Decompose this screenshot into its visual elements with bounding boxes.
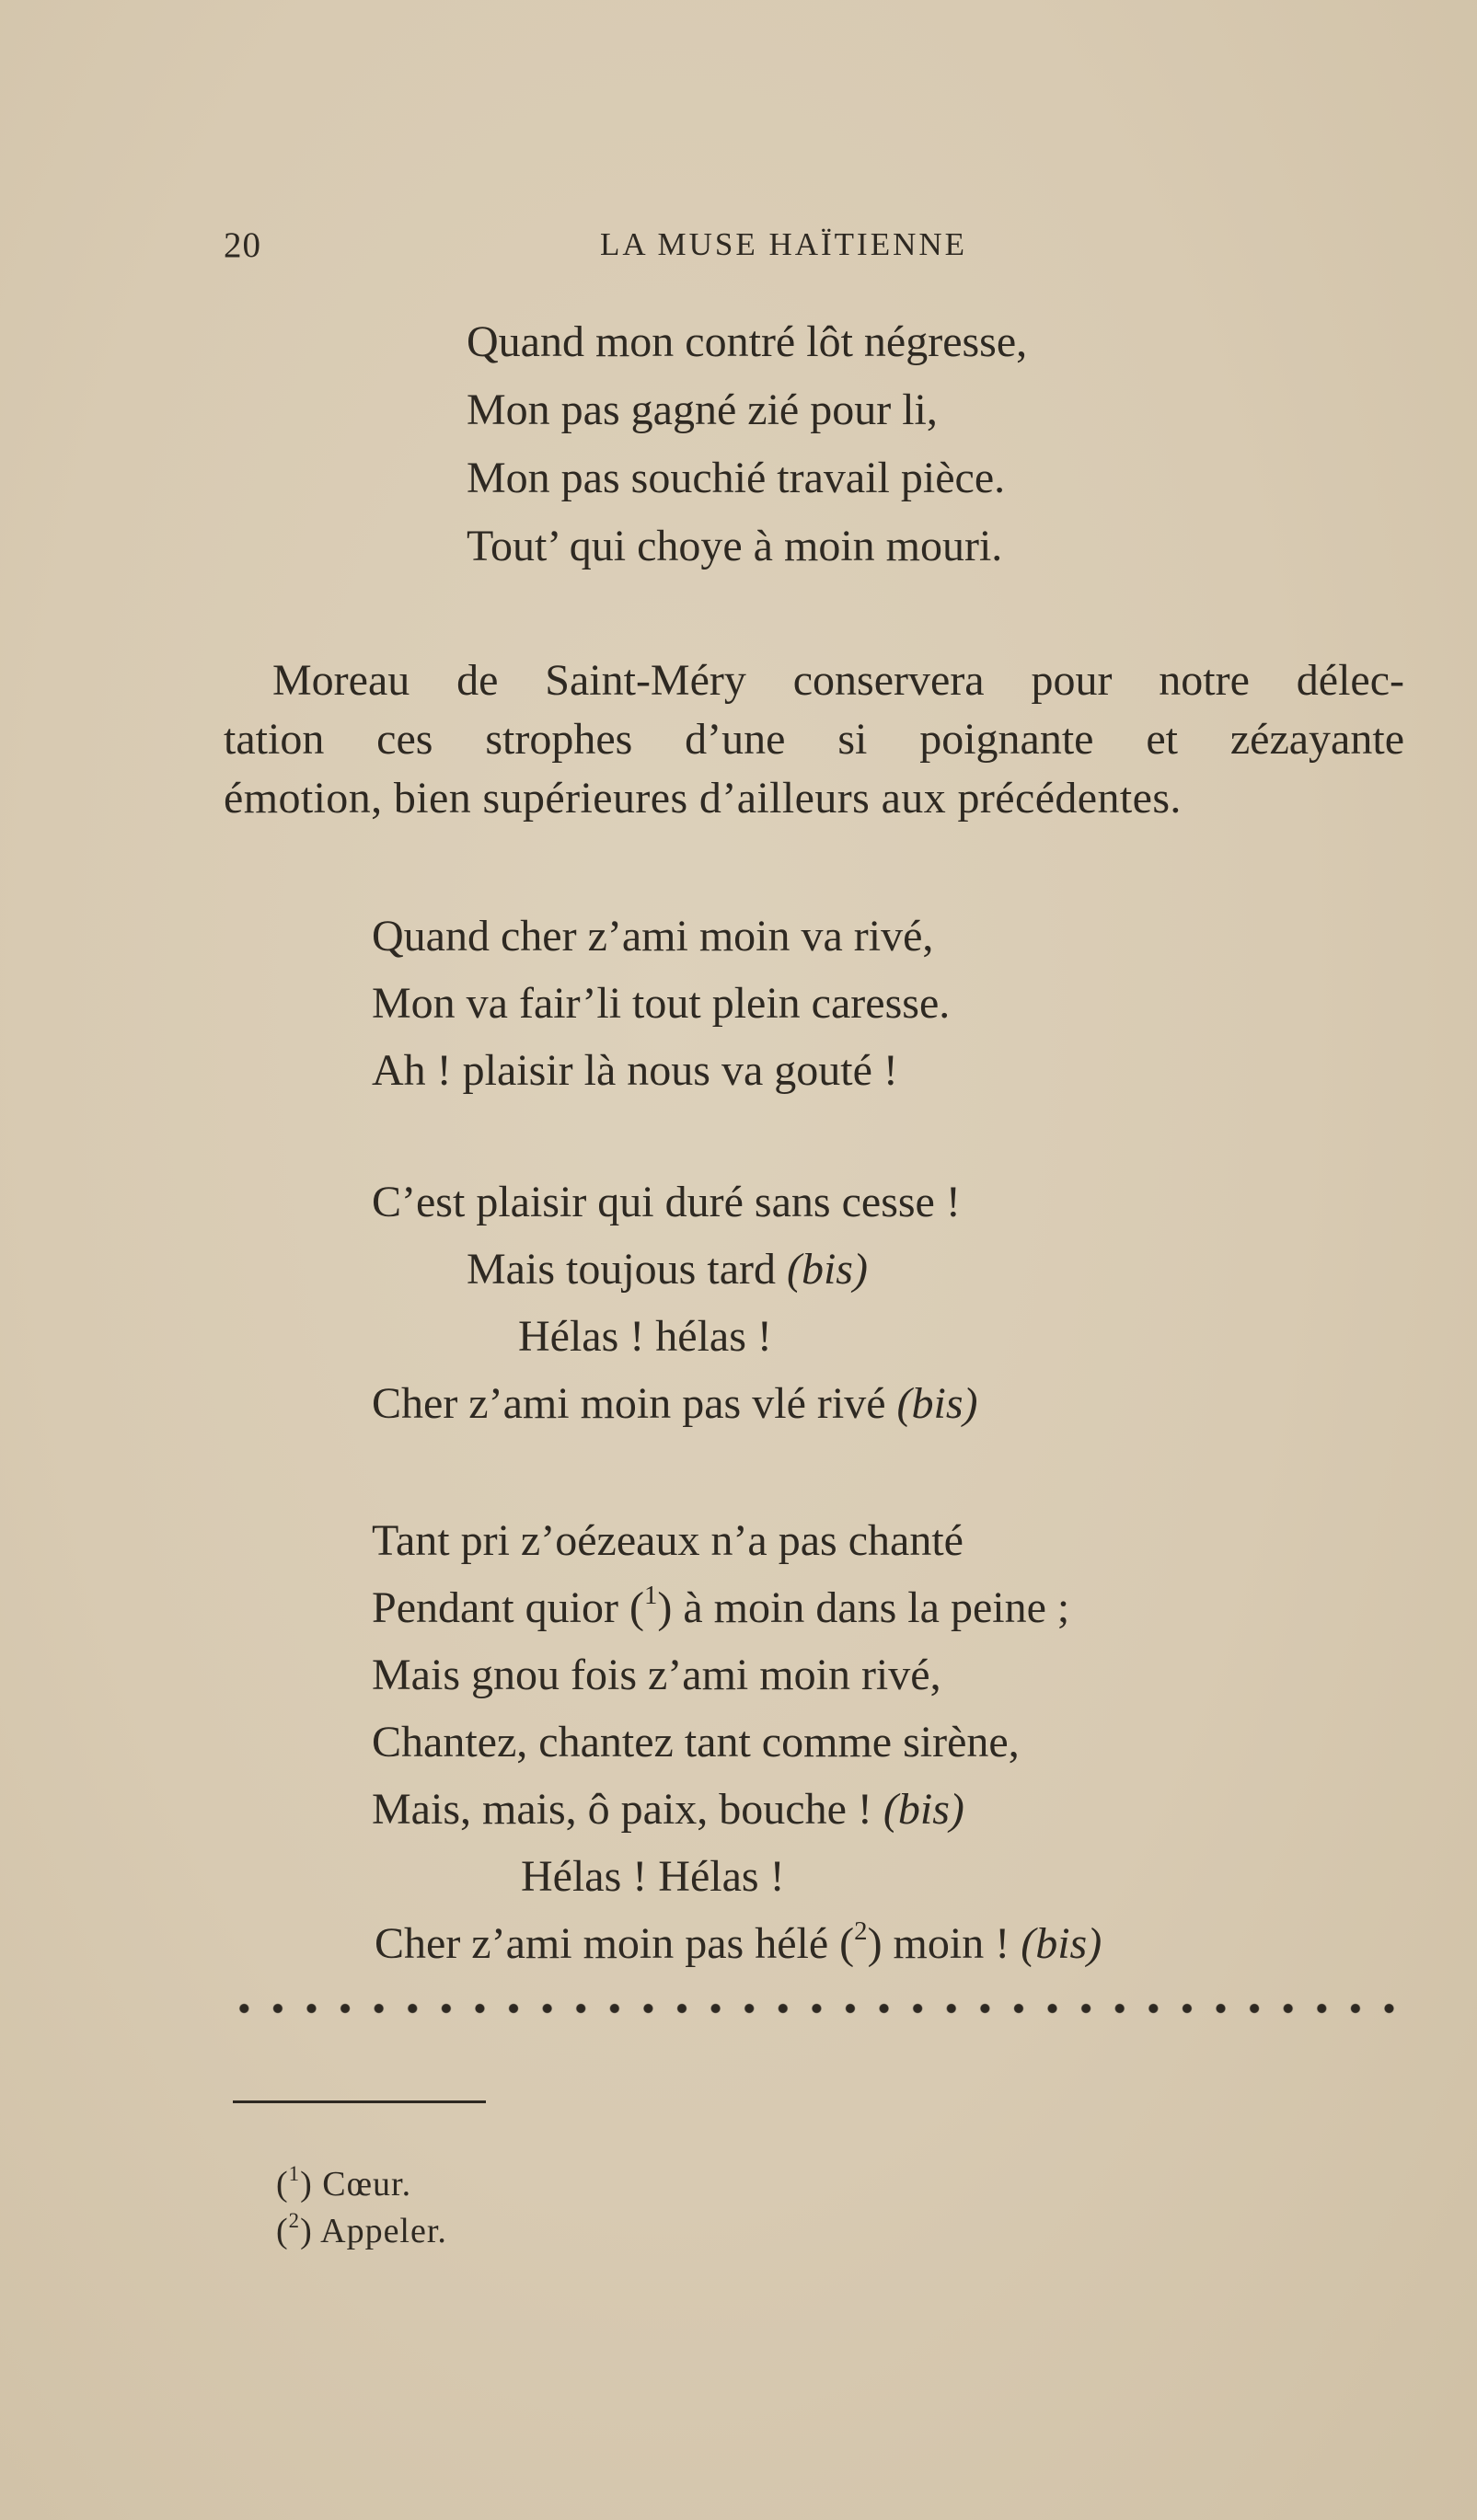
verse-line: Mon va fair’li tout plein caresse. — [372, 979, 951, 1028]
verse-line: Quand cher z’ami moin va rivé, — [372, 912, 934, 961]
verse-text: moin ! — [893, 1919, 1010, 1968]
note-ref: ($^2$) — [839, 1916, 883, 1968]
verse-line: Chantez, chantez tant comme sirène, — [372, 1718, 1020, 1766]
note-ref: ($^1$) — [629, 1580, 673, 1632]
verse-line — [372, 1776, 964, 1844]
prose-line: émotion, bien supérieures d’ailleurs aux précédentes. — [224, 774, 1182, 823]
verse-line — [467, 1236, 868, 1304]
verse-text: Cher z’ami moin pas vlé rivé — [372, 1379, 886, 1428]
footnote-marker: ($^2$) — [276, 2209, 313, 2250]
verse-line: C’est plaisir qui duré sans cesse ! — [372, 1178, 961, 1226]
verse-line — [372, 1370, 977, 1438]
verse-text: Cher z’ami moin pas hélé — [375, 1919, 829, 1968]
running-title: LA MUSE HAÏTIENNE — [600, 226, 968, 262]
verse-text: Mais toujous tard — [467, 1245, 776, 1294]
verse-line: Hélas ! Hélas ! — [521, 1852, 785, 1901]
footnote — [276, 2211, 447, 2251]
verse-line: Tant pri z’oézeaux n’a pas chanté — [372, 1516, 964, 1565]
verse-line: Ah ! plaisir là nous va gouté ! — [372, 1046, 898, 1095]
footnote — [276, 2164, 411, 2204]
verse-line: Quand mon contré lôt négresse, — [467, 317, 1028, 366]
dotted-rule — [227, 1999, 1408, 2018]
bis-mark: (bis) — [786, 1245, 868, 1294]
verse-text: à moin dans la peine ; — [683, 1583, 1070, 1632]
footnote-text: Cœur. — [322, 2165, 412, 2204]
verse-line: Mon pas gagné zié pour li, — [467, 385, 938, 434]
verse-line — [375, 1910, 1102, 1978]
verse-text: Mais, mais, ô paix, bouche ! — [372, 1785, 872, 1834]
bis-mark: (bis) — [883, 1785, 964, 1834]
footnote-text: Appeler. — [320, 2212, 447, 2250]
prose-line: Moreau de Saint-Méry conservera pour notre délec- — [272, 656, 1404, 705]
footnote-marker: ($^1$) — [276, 2162, 313, 2204]
verse-line: Mais gnou fois z’ami moin rivé, — [372, 1651, 941, 1699]
bis-mark: (bis) — [896, 1379, 978, 1428]
verse-line — [372, 1574, 1069, 1642]
page-number: 20 — [224, 225, 261, 265]
prose-line: tation ces strophes d’une si poignante et zézayante — [224, 715, 1404, 764]
bis-mark: (bis) — [1021, 1919, 1102, 1968]
verse-text: Pendant quior — [372, 1583, 618, 1632]
verse-line: Tout’ qui choye à moin mouri. — [467, 522, 1003, 570]
verse-line: Mon pas souchié travail pièce. — [467, 454, 1006, 502]
verse-line: Hélas ! hélas ! — [518, 1312, 772, 1361]
footnote-rule — [233, 2100, 486, 2103]
